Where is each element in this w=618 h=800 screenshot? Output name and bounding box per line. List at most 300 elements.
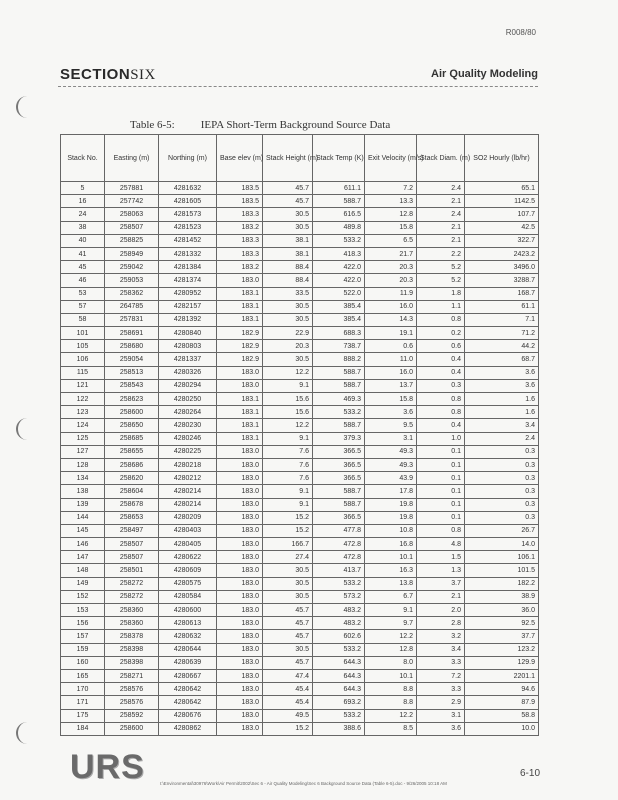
table-row (61, 287, 539, 300)
page-number: 6-10 (519, 768, 540, 779)
table-cell: 7.1 (465, 313, 539, 326)
table-cell: 13.7 (365, 379, 417, 392)
table-cell: 15.6 (263, 393, 313, 406)
table-cell: 5.2 (417, 274, 465, 287)
column-header: Stack No. (61, 135, 105, 182)
column-header: SO2 Hourly (lb/hr) (465, 135, 539, 182)
table-cell: 184 (61, 722, 105, 735)
table-cell: 2201.1 (465, 669, 539, 682)
table-cell: 183.0 (217, 643, 263, 656)
table-cell: 2.9 (417, 696, 465, 709)
table-cell: 30.5 (263, 208, 313, 221)
table-cell: 4281374 (159, 274, 217, 287)
table-cell: 146 (61, 538, 105, 551)
table-cell: 13.3 (365, 195, 417, 208)
table-cell: 183.0 (217, 683, 263, 696)
table-cell: 20.3 (365, 274, 417, 287)
table-cell: 183.0 (217, 379, 263, 392)
table-header-row (61, 135, 539, 182)
table-row (61, 340, 539, 353)
table-cell: 258543 (105, 379, 159, 392)
table-cell: 30.5 (263, 577, 313, 590)
table-cell: 45.4 (263, 696, 313, 709)
table-cell: 42.5 (465, 221, 539, 234)
table-row (61, 445, 539, 458)
table-cell: 3.6 (465, 379, 539, 392)
table-cell: 182.9 (217, 340, 263, 353)
table-cell: 258507 (105, 538, 159, 551)
table-cell: 4281332 (159, 247, 217, 260)
table-cell: 258655 (105, 445, 159, 458)
table-cell: 258501 (105, 564, 159, 577)
table-cell: 22.9 (263, 327, 313, 340)
table-cell: 644.3 (313, 683, 365, 696)
binder-hole-mark (16, 418, 28, 440)
table-cell: 588.7 (313, 195, 365, 208)
table-cell: 9.1 (365, 604, 417, 617)
table-cell: 38.9 (465, 590, 539, 603)
table-cell: 16.3 (365, 564, 417, 577)
table-cell: 21.7 (365, 247, 417, 260)
table-cell: 258378 (105, 630, 159, 643)
table-cell: 45.7 (263, 656, 313, 669)
background-source-table (60, 134, 539, 736)
table-cell: 3.3 (417, 656, 465, 669)
table-cell: 258063 (105, 208, 159, 221)
table-cell: 3.1 (417, 709, 465, 722)
table-cell: 1142.5 (465, 195, 539, 208)
table-cell: 183.0 (217, 366, 263, 379)
table-cell: 4280225 (159, 445, 217, 458)
table-cell: 413.7 (313, 564, 365, 577)
table-cell: 65.1 (465, 182, 539, 195)
table-row (61, 300, 539, 313)
table-cell: 12.2 (263, 419, 313, 432)
table-cell: 16.0 (365, 366, 417, 379)
table-cell: 1.1 (417, 300, 465, 313)
table-cell: 17.8 (365, 485, 417, 498)
table-cell: 4280862 (159, 722, 217, 735)
table-cell: 156 (61, 617, 105, 630)
table-cell: 588.7 (313, 379, 365, 392)
table-cell: 469.3 (313, 393, 365, 406)
table-row (61, 234, 539, 247)
table-cell: 4280613 (159, 617, 217, 630)
table-cell: 4280609 (159, 564, 217, 577)
table-cell: 129.9 (465, 656, 539, 669)
table-cell: 0.1 (417, 485, 465, 498)
table-cell: 14.3 (365, 313, 417, 326)
section-subject: Air Quality Modeling (431, 68, 538, 80)
table-cell: 257881 (105, 182, 159, 195)
table-cell: 4280676 (159, 709, 217, 722)
table-cell: 5 (61, 182, 105, 195)
table-cell: 15.8 (365, 221, 417, 234)
table-row (61, 353, 539, 366)
table-row (61, 577, 539, 590)
table-cell: 183.0 (217, 538, 263, 551)
table-cell: 258620 (105, 472, 159, 485)
table-cell: 183.0 (217, 551, 263, 564)
table-cell: 259042 (105, 261, 159, 274)
table-cell: 3.6 (417, 722, 465, 735)
table-cell: 183.0 (217, 709, 263, 722)
table-cell: 4280642 (159, 696, 217, 709)
table-cell: 4281337 (159, 353, 217, 366)
table-cell: 3.6 (365, 406, 417, 419)
table-row (61, 379, 539, 392)
table-cell: 4280803 (159, 340, 217, 353)
table-cell: 15.2 (263, 511, 313, 524)
table-cell: 489.8 (313, 221, 365, 234)
table-cell: 30.5 (263, 643, 313, 656)
table-cell: 483.2 (313, 617, 365, 630)
table-label: Table 6-5: (130, 119, 175, 131)
table-cell: 0.4 (417, 353, 465, 366)
table-cell: 115 (61, 366, 105, 379)
table-row (61, 656, 539, 669)
table-row (61, 274, 539, 287)
table-cell: 4280246 (159, 432, 217, 445)
table-row (61, 630, 539, 643)
table-cell: 322.7 (465, 234, 539, 247)
table-cell: 0.4 (417, 366, 465, 379)
table-cell: 175 (61, 709, 105, 722)
column-header: Easting (m) (105, 135, 159, 182)
table-cell: 258507 (105, 221, 159, 234)
table-cell: 183.1 (217, 313, 263, 326)
section-title-bold: SECTION (60, 66, 131, 83)
table-cell: 33.5 (263, 287, 313, 300)
table-cell: 2.8 (417, 617, 465, 630)
table-cell: 61.1 (465, 300, 539, 313)
table-row (61, 722, 539, 735)
table-title: IEPA Short-Term Background Source Data (200, 119, 391, 131)
table-cell: 183.0 (217, 722, 263, 735)
table-cell: 2423.2 (465, 247, 539, 260)
table-cell: 388.6 (313, 722, 365, 735)
table-cell: 45.7 (263, 195, 313, 208)
table-cell: 92.5 (465, 617, 539, 630)
table-cell: 13.8 (365, 577, 417, 590)
table-cell: 9.7 (365, 617, 417, 630)
table-cell: 258272 (105, 577, 159, 590)
table-cell: 4280264 (159, 406, 217, 419)
table-cell: 68.7 (465, 353, 539, 366)
column-header: Exit Velocity (m/s) (365, 135, 417, 182)
table-cell: 3.1 (365, 432, 417, 445)
table-cell: 257831 (105, 313, 159, 326)
table-row (61, 538, 539, 551)
table-cell: 5.2 (417, 261, 465, 274)
table-cell: 124 (61, 419, 105, 432)
table-row (61, 485, 539, 498)
table-cell: 257742 (105, 195, 159, 208)
table-cell: 258513 (105, 366, 159, 379)
table-row (61, 195, 539, 208)
table-cell: 24 (61, 208, 105, 221)
table-cell: 4281384 (159, 261, 217, 274)
table-cell: 128 (61, 458, 105, 471)
table-cell: 45.7 (263, 604, 313, 617)
table-cell: 258604 (105, 485, 159, 498)
table-cell: 149 (61, 577, 105, 590)
table-cell: 258623 (105, 393, 159, 406)
table-cell: 19.8 (365, 498, 417, 511)
table-cell: 14.0 (465, 538, 539, 551)
table-cell: 2.0 (417, 604, 465, 617)
table-cell: 4.8 (417, 538, 465, 551)
table-row (61, 393, 539, 406)
table-cell: 134 (61, 472, 105, 485)
table-cell: 87.9 (465, 696, 539, 709)
binder-hole-mark (16, 96, 28, 118)
table-cell: 38 (61, 221, 105, 234)
table-cell: 385.4 (313, 313, 365, 326)
table-cell: 159 (61, 643, 105, 656)
table-row (61, 696, 539, 709)
table-cell: 183.0 (217, 498, 263, 511)
table-row (61, 643, 539, 656)
table-cell: 533.2 (313, 709, 365, 722)
table-cell: 258825 (105, 234, 159, 247)
table-cell: 472.8 (313, 551, 365, 564)
table-cell: 9.1 (263, 498, 313, 511)
table-row (61, 366, 539, 379)
table-cell: 8.5 (365, 722, 417, 735)
table-cell: 1.5 (417, 551, 465, 564)
table-cell: 145 (61, 524, 105, 537)
table-cell: 38.1 (263, 247, 313, 260)
table-cell: 183.5 (217, 195, 263, 208)
table-cell: 0.4 (417, 419, 465, 432)
table-cell: 44.2 (465, 340, 539, 353)
table-cell: 10.1 (365, 669, 417, 682)
table-cell: 183.1 (217, 287, 263, 300)
table-cell: 4280250 (159, 393, 217, 406)
table-cell: 0.3 (465, 458, 539, 471)
table-cell: 10.0 (465, 722, 539, 735)
table-cell: 182.2 (465, 577, 539, 590)
table-cell: 258600 (105, 722, 159, 735)
table-cell: 264785 (105, 300, 159, 313)
table-cell: 183.3 (217, 234, 263, 247)
table-cell: 183.1 (217, 406, 263, 419)
table-cell: 30.5 (263, 221, 313, 234)
table-cell: 9.5 (365, 419, 417, 432)
table-cell: 15.2 (263, 524, 313, 537)
table-cell: 183.1 (217, 419, 263, 432)
table-body (61, 182, 539, 736)
table-cell: 183.1 (217, 300, 263, 313)
column-header: Stack Diam. (m) (417, 135, 465, 182)
table-cell: 12.2 (263, 366, 313, 379)
table-cell: 258398 (105, 656, 159, 669)
table-cell: 58 (61, 313, 105, 326)
table-cell: 366.5 (313, 445, 365, 458)
table-cell: 7.6 (263, 445, 313, 458)
table-cell: 4281573 (159, 208, 217, 221)
table-cell: 644.3 (313, 656, 365, 669)
table-cell: 258360 (105, 604, 159, 617)
table-cell: 94.6 (465, 683, 539, 696)
table-cell: 258398 (105, 643, 159, 656)
table-cell: 0.3 (465, 485, 539, 498)
table-cell: 121 (61, 379, 105, 392)
table-cell: 12.8 (365, 208, 417, 221)
table-cell: 183.1 (217, 393, 263, 406)
table-row (61, 182, 539, 195)
page-header (58, 62, 538, 87)
table-cell: 366.5 (313, 511, 365, 524)
table-cell: 258271 (105, 669, 159, 682)
table-cell: 3.2 (417, 630, 465, 643)
table-cell: 4280667 (159, 669, 217, 682)
table-cell: 258691 (105, 327, 159, 340)
table-cell: 258680 (105, 340, 159, 353)
table-row (61, 511, 539, 524)
table-cell: 53 (61, 287, 105, 300)
table-cell: 0.3 (465, 472, 539, 485)
table-cell: 45.7 (263, 617, 313, 630)
table-cell: 422.0 (313, 261, 365, 274)
table-cell: 0.3 (465, 445, 539, 458)
table-cell: 693.2 (313, 696, 365, 709)
table-cell: 12.2 (365, 709, 417, 722)
table-cell: 183.0 (217, 577, 263, 590)
table-cell: 183.0 (217, 656, 263, 669)
table-cell: 2.1 (417, 221, 465, 234)
table-cell: 4280632 (159, 630, 217, 643)
table-cell: 0.8 (417, 313, 465, 326)
table-cell: 258576 (105, 696, 159, 709)
table-cell: 43.9 (365, 472, 417, 485)
table-cell: 2.4 (417, 208, 465, 221)
table-cell: 7.6 (263, 458, 313, 471)
table-cell: 148 (61, 564, 105, 577)
table-cell: 3288.7 (465, 274, 539, 287)
table-cell: 4280212 (159, 472, 217, 485)
table-cell: 0.3 (465, 498, 539, 511)
table-cell: 259053 (105, 274, 159, 287)
table-row (61, 221, 539, 234)
table-cell: 45.7 (263, 182, 313, 195)
table-cell: 49.5 (263, 709, 313, 722)
table-cell: 183.0 (217, 564, 263, 577)
table-cell: 101 (61, 327, 105, 340)
table-cell: 58.8 (465, 709, 539, 722)
table-cell: 258949 (105, 247, 159, 260)
table-cell: 105 (61, 340, 105, 353)
table-cell: 258685 (105, 432, 159, 445)
document-id: R008/80 (505, 28, 536, 37)
table-cell: 183.1 (217, 432, 263, 445)
table-cell: 1.6 (465, 406, 539, 419)
table-cell: 3.6 (465, 366, 539, 379)
table-cell: 183.3 (217, 247, 263, 260)
table-cell: 139 (61, 498, 105, 511)
table-cell: 3.4 (417, 643, 465, 656)
table-cell: 366.5 (313, 458, 365, 471)
table-cell: 258362 (105, 287, 159, 300)
table-row (61, 419, 539, 432)
table-cell: 19.8 (365, 511, 417, 524)
table-cell: 2.1 (417, 590, 465, 603)
table-cell: 27.4 (263, 551, 313, 564)
table-cell: 2.4 (417, 182, 465, 195)
table-cell: 4280405 (159, 538, 217, 551)
table-cell: 3.4 (465, 419, 539, 432)
table-cell: 4280622 (159, 551, 217, 564)
table-cell: 10.1 (365, 551, 417, 564)
table-cell: 4282157 (159, 300, 217, 313)
table-cell: 30.5 (263, 564, 313, 577)
table-cell: 125 (61, 432, 105, 445)
table-cell: 477.8 (313, 524, 365, 537)
table-cell: 166.7 (263, 538, 313, 551)
table-cell: 152 (61, 590, 105, 603)
table-cell: 11.0 (365, 353, 417, 366)
table-cell: 4280326 (159, 366, 217, 379)
column-header: Stack Height (m) (263, 135, 313, 182)
table-cell: 4281632 (159, 182, 217, 195)
table-row (61, 683, 539, 696)
table-cell: 2.4 (465, 432, 539, 445)
table-cell: 7.6 (263, 472, 313, 485)
table-cell: 16.0 (365, 300, 417, 313)
table-cell: 4281452 (159, 234, 217, 247)
table-cell: 0.2 (417, 327, 465, 340)
table-cell: 4280218 (159, 458, 217, 471)
table-cell: 4280575 (159, 577, 217, 590)
table-cell: 45.7 (263, 630, 313, 643)
table-cell: 19.1 (365, 327, 417, 340)
table-cell: 20.3 (365, 261, 417, 274)
table-cell: 258360 (105, 617, 159, 630)
table-cell: 522.0 (313, 287, 365, 300)
table-cell: 3.7 (417, 577, 465, 590)
table-cell: 49.3 (365, 458, 417, 471)
table-cell: 49.3 (365, 445, 417, 458)
table-cell: 183.2 (217, 221, 263, 234)
table-cell: 8.8 (365, 683, 417, 696)
table-cell: 0.8 (417, 393, 465, 406)
table-cell: 127 (61, 445, 105, 458)
table-cell: 8.8 (365, 696, 417, 709)
table-cell: 153 (61, 604, 105, 617)
table-cell: 38.1 (263, 234, 313, 247)
table-cell: 4280952 (159, 287, 217, 300)
table-cell: 12.2 (365, 630, 417, 643)
table-row (61, 669, 539, 682)
table-cell: 688.3 (313, 327, 365, 340)
table-cell: 40 (61, 234, 105, 247)
table-cell: 533.2 (313, 577, 365, 590)
table-cell: 0.3 (465, 511, 539, 524)
table-cell: 4280230 (159, 419, 217, 432)
table-cell: 12.8 (365, 643, 417, 656)
table-cell: 472.8 (313, 538, 365, 551)
table-cell: 183.5 (217, 182, 263, 195)
table-cell: 107.7 (465, 208, 539, 221)
table-cell: 0.1 (417, 458, 465, 471)
table-cell: 123.2 (465, 643, 539, 656)
table-cell: 258272 (105, 590, 159, 603)
table-row (61, 472, 539, 485)
table-cell: 168.7 (465, 287, 539, 300)
table-cell: 15.6 (263, 406, 313, 419)
table-cell: 4280600 (159, 604, 217, 617)
